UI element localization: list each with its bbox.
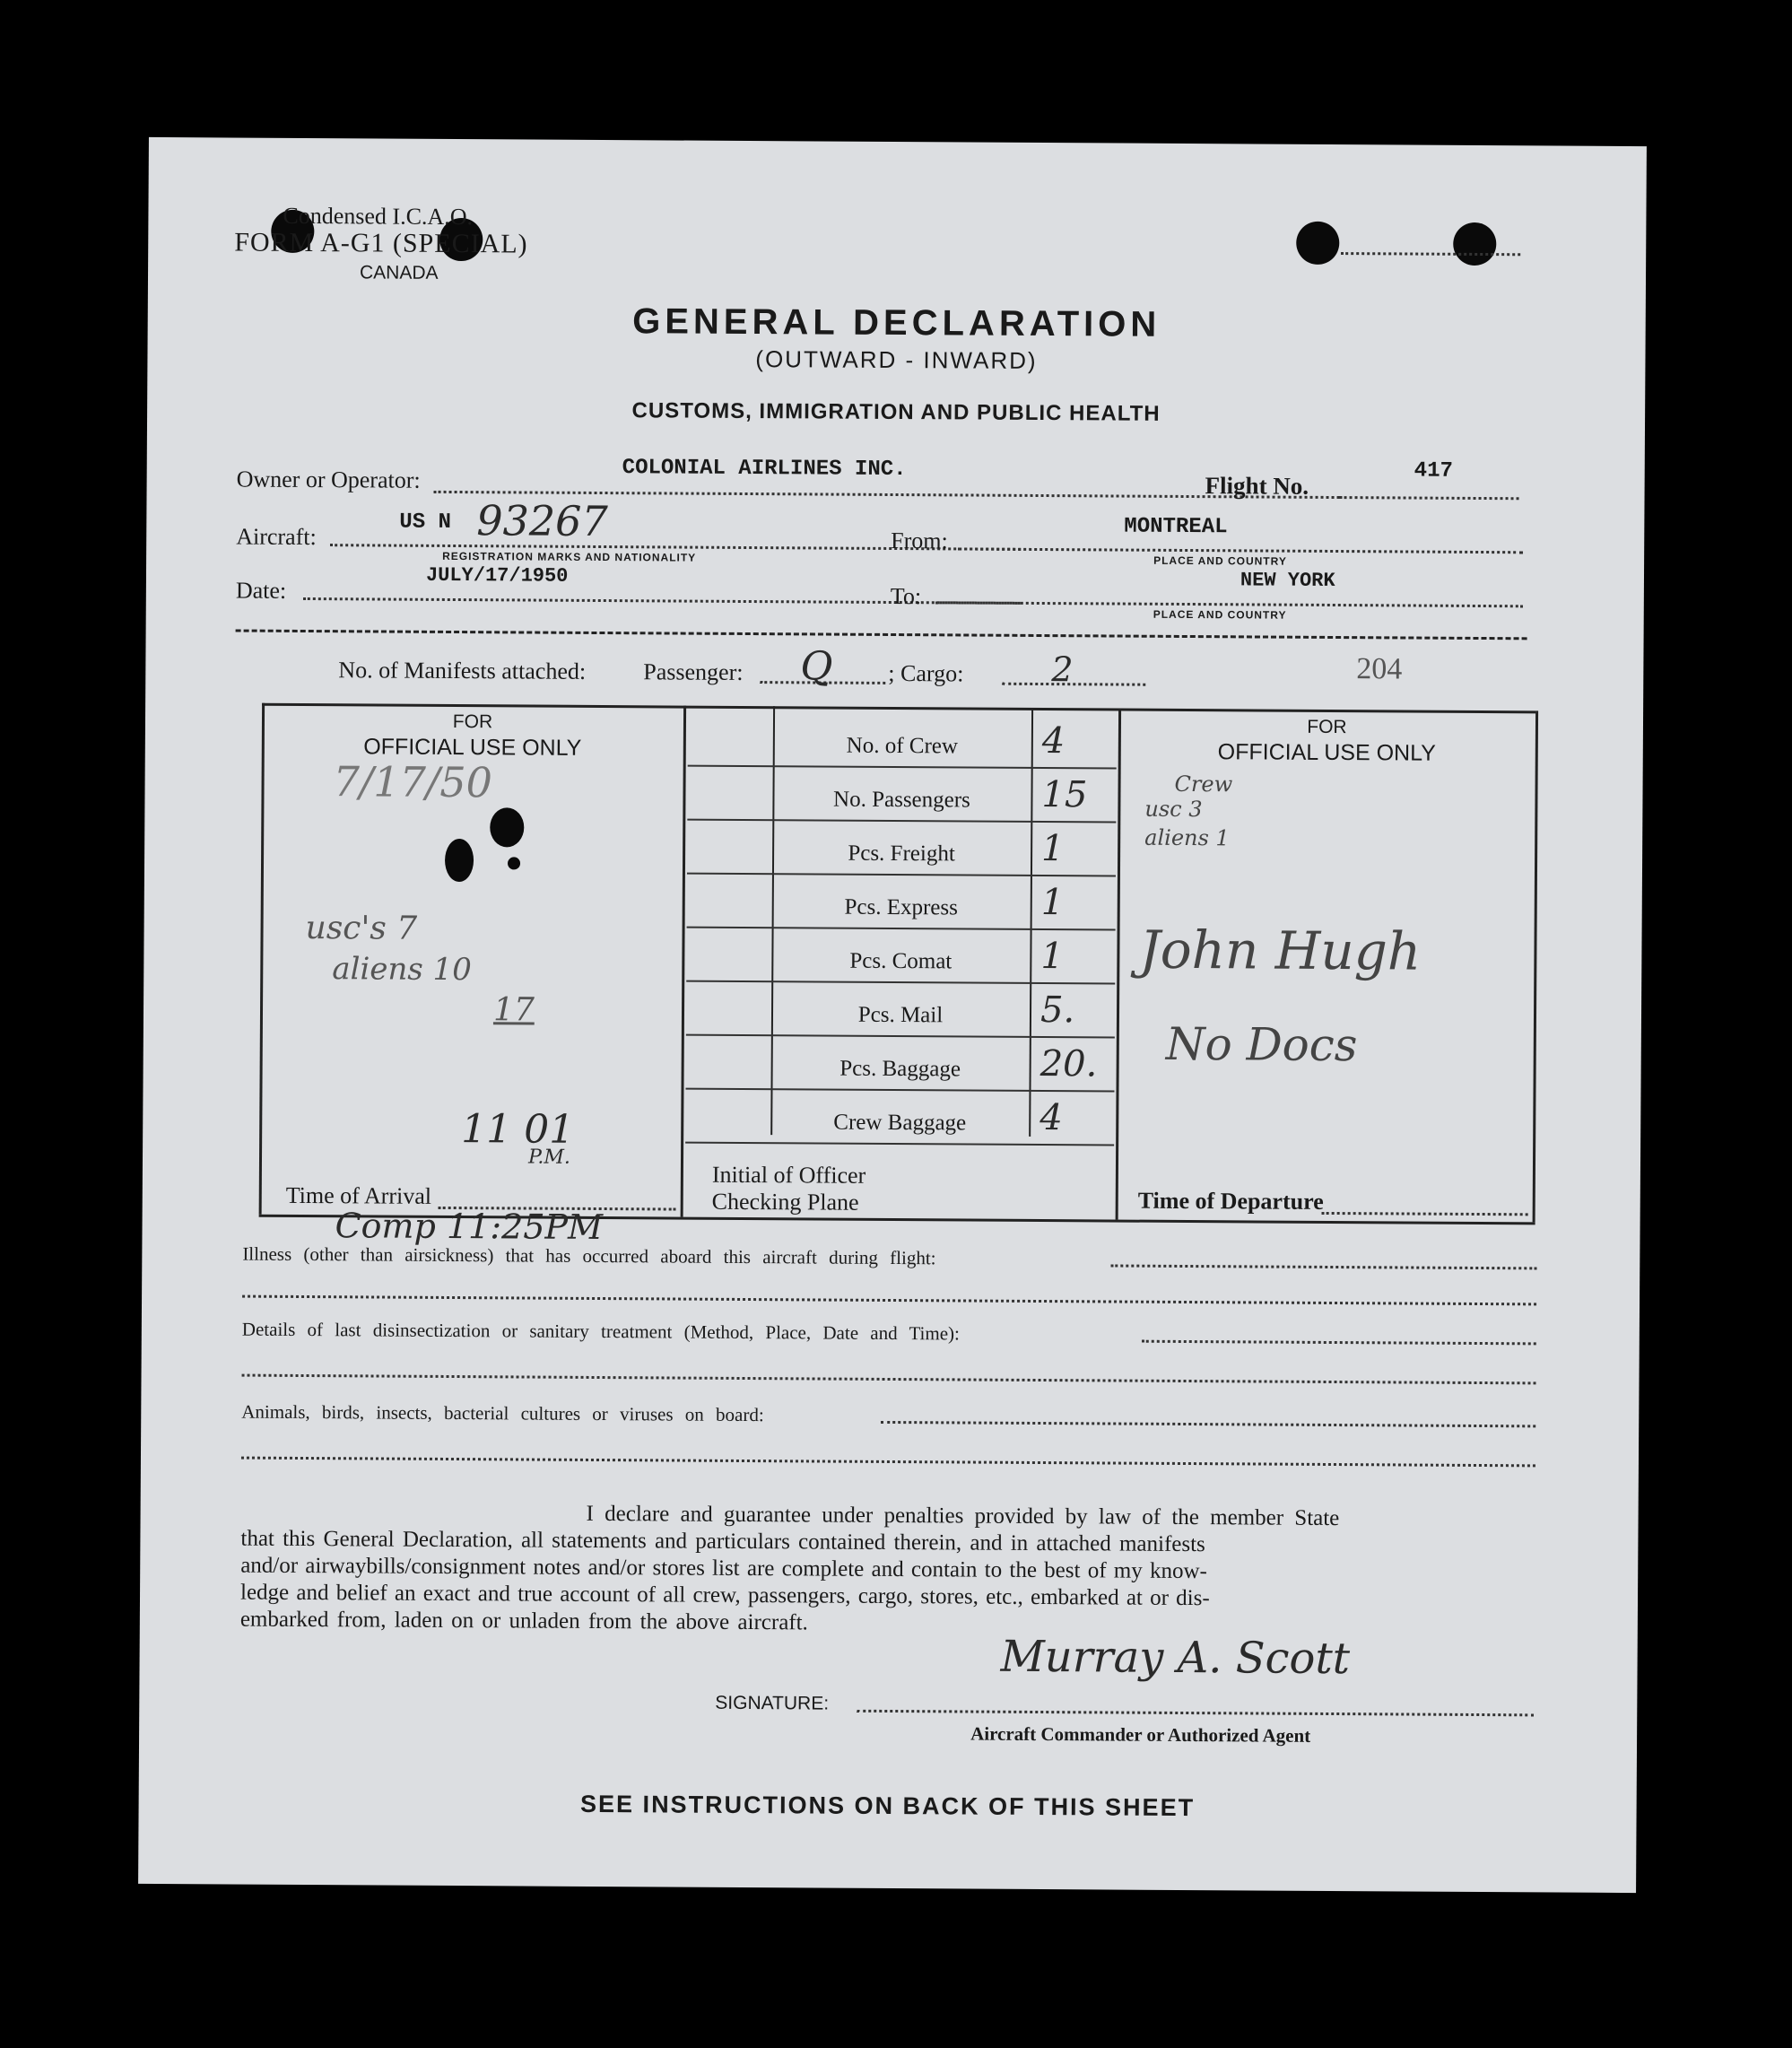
disinsectization-label: Details of last disinsectization or sanitary treatment (Method, Place, Date and Time): — [241, 1318, 960, 1345]
commander-signature: Murray A. Scott — [1000, 1631, 1351, 1685]
aircraft-value-typed: US N — [399, 510, 452, 535]
officer-initial-line1: Initial of Officer — [711, 1161, 866, 1189]
to-caption: PLACE AND COUNTRY — [1153, 607, 1287, 622]
right-handwritten-signature: John Hugh — [1139, 919, 1422, 982]
right-official-heading: OFFICIAL USE ONLY — [1217, 739, 1436, 766]
row-label: No. Passengers — [832, 787, 970, 813]
comp-note: Comp 11:25PM — [335, 1206, 604, 1248]
declaration-line-4: ledge and belief an exact and true account of all crew, passengers, cargo, stores, etc., embarked at or dis- — [239, 1580, 1210, 1611]
declaration-line-5: embarked from, laden on or unladen from the above aircraft. — [239, 1607, 808, 1635]
date-value: JULY/17/1950 — [425, 563, 569, 588]
punch-hole — [1296, 222, 1339, 265]
row-label: Pcs. Freight — [848, 841, 955, 867]
row-divider — [686, 1034, 1115, 1039]
row-divider — [685, 1088, 1114, 1093]
time-of-departure-label: Time of Departure — [1137, 1187, 1324, 1215]
row-value: 4 — [1041, 720, 1066, 763]
from-value: MONTREAL — [1124, 514, 1228, 540]
document-sheet — [138, 137, 1647, 1893]
illness-label: Illness (other than airsickness) that has occurred aboard this aircraft during flight: — [242, 1242, 936, 1269]
row-label: Pcs. Comat — [849, 948, 953, 974]
signature-label: SIGNATURE: — [715, 1692, 830, 1714]
owner-value: COLONIAL AIRLINES INC. — [622, 456, 907, 483]
right-official-for: FOR — [1307, 716, 1347, 738]
manifests-label: No. of Manifests attached: — [338, 657, 587, 684]
declaration-line-3: and/or airwaybills/consignment notes and/or stores list are complete and contain to the best of my know- — [240, 1553, 1207, 1584]
left-note-1: usc's 7 — [305, 910, 418, 947]
row-divider — [688, 765, 1117, 770]
declaration-line-1: I declare and guarantee under penalties provided by law of the member State — [586, 1501, 1340, 1531]
row-value: 4 — [1040, 1097, 1063, 1139]
row-divider — [686, 980, 1115, 985]
row-value: 5. — [1040, 989, 1075, 1032]
left-official-heading: OFFICIAL USE ONLY — [363, 734, 582, 761]
from-caption: PLACE AND COUNTRY — [1153, 553, 1287, 568]
owner-label: Owner or Operator: — [236, 466, 421, 493]
to-label: To: — [890, 582, 922, 610]
flight-value: 417 — [1414, 458, 1454, 484]
document-subheading: CUSTOMS, IMMIGRATION AND PUBLIC HEALTH — [631, 398, 1161, 426]
from-label: From: — [891, 527, 948, 554]
row-value: 1 — [1040, 828, 1065, 870]
ink-blot — [508, 857, 520, 869]
form-header-line2: FORM A-G1 (SPECIAL) — [234, 227, 528, 259]
right-note-3: aliens 1 — [1144, 824, 1230, 851]
right-note-1: Crew — [1174, 771, 1233, 797]
document-title: GENERAL DECLARATION — [632, 301, 1161, 344]
declaration-line-2: that this General Declaration, all statements and particulars contained therein, and in attached manifests — [240, 1526, 1205, 1557]
time-of-arrival-label: Time of Arrival — [285, 1181, 432, 1209]
row-label: No. of Crew — [846, 733, 959, 759]
aircraft-caption: REGISTRATION MARKS AND NATIONALITY — [442, 549, 697, 564]
ink-blot — [490, 807, 524, 847]
row-label: Pcs. Express — [844, 894, 959, 920]
right-handwritten-note: No Docs — [1165, 1017, 1358, 1072]
row-divider — [687, 819, 1116, 824]
officer-initial-line2: Checking Plane — [711, 1188, 859, 1216]
aircraft-value-handwritten: 93267 — [476, 496, 608, 546]
form-header-line1: Condensed I.C.A.O. — [283, 202, 474, 231]
to-value: NEW YORK — [1240, 569, 1335, 593]
left-official-for: FOR — [452, 710, 493, 733]
aircraft-label: Aircraft: — [236, 523, 317, 551]
cargo-manifest-label: ; Cargo: — [888, 659, 964, 687]
passenger-manifest-value: Q — [800, 643, 833, 690]
animals-label: Animals, birds, insects, bacterial cultures or viruses on board: — [241, 1400, 764, 1426]
right-note-2: usc 3 — [1144, 796, 1203, 823]
cargo-manifest-value: 2 — [1051, 649, 1074, 690]
date-label: Date: — [235, 577, 287, 604]
stamp-number: 204 — [1356, 652, 1403, 686]
punch-hole — [1453, 222, 1496, 266]
row-label: Pcs. Mail — [857, 1002, 944, 1028]
document-subtitle: (OUTWARD - INWARD) — [755, 345, 1038, 374]
form-header-line3: CANADA — [359, 262, 439, 283]
passenger-manifest-label: Passenger: — [643, 658, 744, 685]
ink-blot — [445, 839, 474, 882]
row-value: 1 — [1040, 882, 1065, 924]
left-note-3: 17 — [492, 991, 535, 1029]
row-divider — [687, 873, 1116, 877]
arrival-time-pm: P.M. — [527, 1146, 570, 1169]
arrival-time-handwritten: 11 01 — [461, 1106, 575, 1153]
row-label: Pcs. Baggage — [839, 1056, 961, 1082]
row-divider — [687, 927, 1116, 931]
left-note-2: aliens 10 — [332, 951, 472, 989]
row-value: 15 — [1041, 774, 1088, 816]
row-value: 1 — [1040, 936, 1064, 978]
row-value: 20. — [1040, 1043, 1098, 1085]
row-label: Crew Baggage — [833, 1110, 967, 1136]
footer-instructions: SEE INSTRUCTIONS ON BACK OF THIS SHEET — [579, 1790, 1196, 1822]
flight-label: Flight No. — [1205, 472, 1309, 500]
left-official-date: 7/17/50 — [333, 757, 493, 807]
signature-caption: Aircraft Commander or Authorized Agent — [970, 1722, 1311, 1747]
row-divider — [685, 1142, 1114, 1146]
